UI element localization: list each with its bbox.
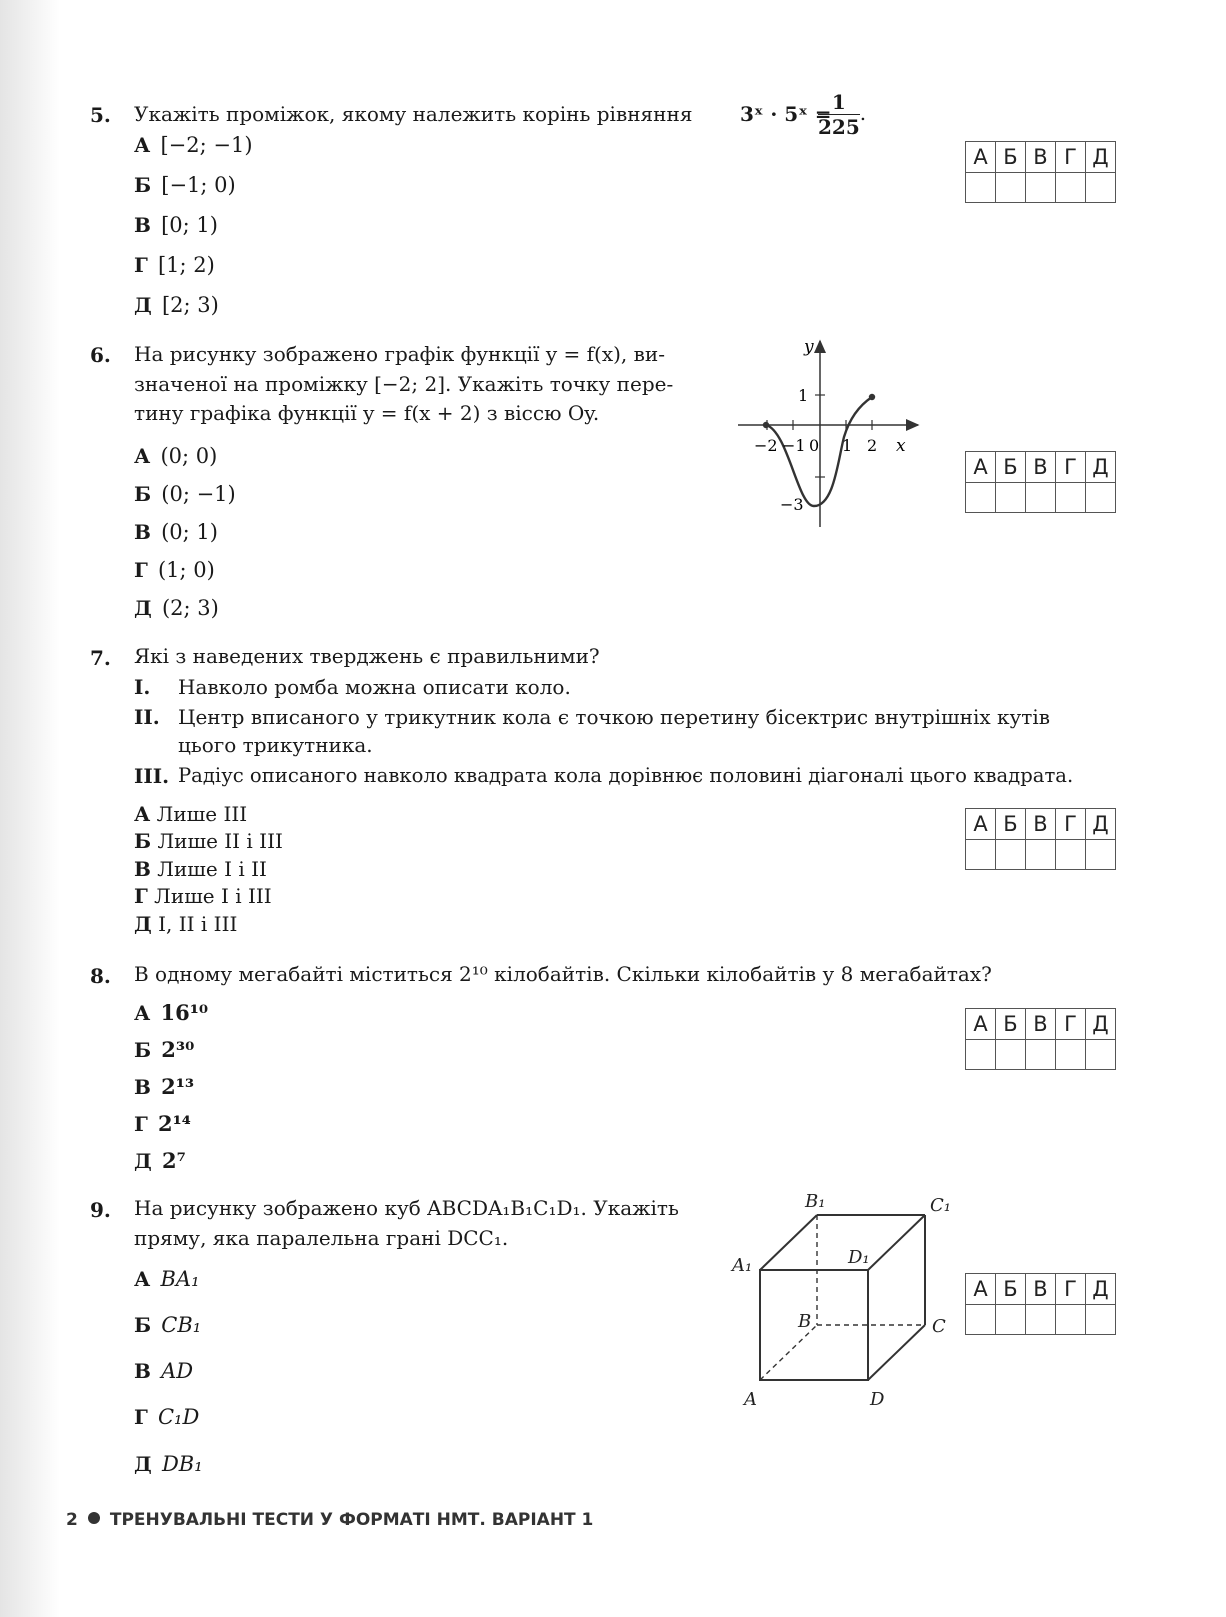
tick-label: 2: [867, 436, 878, 455]
answer-cell[interactable]: [996, 1305, 1026, 1335]
tick-label: 0: [809, 436, 820, 455]
option-a[interactable]: А Лише III: [134, 802, 248, 826]
option-g[interactable]: Г [1; 2): [134, 253, 215, 277]
option-g[interactable]: Г Лише I і III: [134, 884, 272, 908]
question-number: 8.: [90, 964, 111, 988]
answer-cell[interactable]: [996, 483, 1026, 513]
answer-cell[interactable]: [1086, 840, 1116, 870]
option-v[interactable]: В (0; 1): [134, 520, 218, 544]
equation-lhs: 3ˣ · 5ˣ =: [740, 102, 832, 126]
question-line-1: На рисунку зображено графік функції y = f(x), ви-: [134, 342, 665, 366]
statement-text: Центр вписаного у трикутник кола є точкою перетину бісектрис внутрішніх кутів: [178, 705, 1050, 729]
y-axis-label: y: [804, 337, 814, 357]
answer-cell[interactable]: [1026, 173, 1056, 203]
vertex-label: D: [870, 1389, 885, 1405]
footer-title: ТРЕНУВАЛЬНІ ТЕСТИ У ФОРМАТІ НМТ. ВАРІАНТ 1: [109, 1510, 594, 1530]
answer-cell[interactable]: [1056, 173, 1086, 203]
option-v[interactable]: В AD: [134, 1359, 194, 1383]
bullet-icon: [88, 1512, 100, 1524]
fraction-denominator: 225: [818, 115, 860, 139]
answer-cell[interactable]: [1026, 1040, 1056, 1070]
answer-cell[interactable]: [1026, 1305, 1056, 1335]
question-line-2: значеної на проміжку [−2; 2]. Укажіть точку пере-: [134, 372, 674, 396]
x-axis-label: x: [896, 436, 906, 456]
answer-cell[interactable]: [1056, 840, 1086, 870]
answer-cell[interactable]: [1056, 1040, 1086, 1070]
option-d[interactable]: Д I, II і III: [134, 912, 238, 936]
option-a[interactable]: А [−2; −1): [134, 133, 253, 157]
answer-cell[interactable]: [1086, 1040, 1116, 1070]
answer-cell[interactable]: [1086, 173, 1116, 203]
option-v[interactable]: В Лише I і II: [134, 857, 267, 881]
statement-text-continued: цього трикутника.: [178, 733, 373, 757]
vertex-label: A: [744, 1389, 757, 1405]
answer-cell[interactable]: [966, 483, 996, 513]
answer-cell[interactable]: [996, 1040, 1026, 1070]
option-a[interactable]: А 16¹⁰: [134, 1000, 209, 1025]
option-b[interactable]: Б 2³⁰: [134, 1037, 195, 1062]
statement-numeral: III.: [134, 764, 170, 788]
answer-cell[interactable]: [966, 173, 996, 203]
option-v[interactable]: В 2¹³: [134, 1074, 195, 1099]
option-g[interactable]: Г (1; 0): [134, 558, 215, 582]
fraction-numerator: 1: [818, 90, 860, 115]
vertex-label: C₁: [930, 1195, 951, 1216]
answer-grid: А Б В Г Д: [965, 808, 1116, 870]
vertex-label: B₁: [805, 1191, 826, 1212]
statement-text: Навколо ромба можна описати коло.: [178, 675, 571, 699]
statement-text: Радіус описаного навколо квадрата кола дорівнює половині діагоналі цього квадрата.: [178, 764, 1074, 787]
answer-cell[interactable]: [1086, 1305, 1116, 1335]
page-number: 2: [66, 1510, 78, 1530]
option-b[interactable]: Б Лише II і III: [134, 829, 283, 853]
answer-grid: А Б В Г Д: [965, 141, 1116, 203]
answer-grid: А Б В Г Д: [965, 1008, 1116, 1070]
tick-label: 1: [842, 436, 853, 455]
tick-label: −2: [754, 436, 778, 455]
option-d[interactable]: Д [2; 3): [134, 293, 219, 317]
tick-label: 1: [798, 386, 809, 405]
answer-cell[interactable]: [1056, 1305, 1086, 1335]
option-d[interactable]: Д DB₁: [134, 1452, 203, 1476]
answer-cell[interactable]: [966, 1305, 996, 1335]
statement-numeral: I.: [134, 675, 151, 699]
page-edge-shadow: [0, 0, 60, 1617]
question-line-2: пряму, яка паралельна грані DCC₁.: [134, 1226, 509, 1250]
question-number: 5.: [90, 103, 111, 127]
vertex-label: A₁: [732, 1255, 753, 1276]
answer-cell[interactable]: [966, 840, 996, 870]
vertex-label: B: [798, 1311, 812, 1332]
answer-cell[interactable]: [1026, 483, 1056, 513]
option-b[interactable]: Б (0; −1): [134, 482, 236, 506]
option-b[interactable]: Б [−1; 0): [134, 173, 236, 197]
question-text: Які з наведених тверджень є правильними?: [134, 644, 600, 668]
question-number: 6.: [90, 343, 111, 367]
end-point: [869, 394, 875, 400]
answer-cell[interactable]: [996, 840, 1026, 870]
question-text: Укажіть проміжок, якому належить корінь рівняння: [134, 102, 693, 126]
option-v[interactable]: В [0; 1): [134, 213, 218, 237]
option-a[interactable]: А BA₁: [134, 1267, 200, 1291]
tick-label: −1: [782, 436, 806, 455]
equation-fraction: $\frac{1}{225}$ .: [818, 90, 867, 139]
option-d[interactable]: Д (2; 3): [134, 596, 219, 620]
question-text: В одному мегабайті міститься 2¹⁰ кілобайтів. Скільки кілобайтів у 8 мегабайтах?: [134, 962, 992, 986]
option-b[interactable]: Б CB₁: [134, 1313, 202, 1337]
answer-grid: А Б В Г Д: [965, 451, 1116, 513]
answer-cell[interactable]: [966, 1040, 996, 1070]
tick-label: −3: [780, 495, 804, 514]
vertex-label: D₁: [848, 1247, 870, 1268]
option-g[interactable]: Г 2¹⁴: [134, 1111, 191, 1136]
answer-cell[interactable]: [1026, 840, 1056, 870]
option-d[interactable]: Д 2⁷: [134, 1148, 186, 1173]
answer-cell[interactable]: [996, 173, 1026, 203]
statement-numeral: II.: [134, 705, 160, 729]
option-a[interactable]: А (0; 0): [134, 444, 218, 468]
function-graph: [730, 335, 930, 535]
question-line-3: тину графіка функції y = f(x + 2) з віссю Oy.: [134, 401, 600, 425]
answer-grid: А Б В Г Д: [965, 1273, 1116, 1335]
cube-front-face: [760, 1270, 868, 1380]
answer-cell[interactable]: [1086, 483, 1116, 513]
cube-diagram: [720, 1185, 960, 1405]
vertex-label: C: [932, 1316, 946, 1337]
question-line-1: На рисунку зображено куб ABCDA₁B₁C₁D₁. Укажіть: [134, 1196, 679, 1220]
question-number: 9.: [90, 1198, 111, 1222]
option-g[interactable]: Г C₁D: [134, 1405, 200, 1429]
answer-cell[interactable]: [1056, 483, 1086, 513]
page-footer: [66, 1510, 593, 1530]
start-point: [763, 422, 769, 428]
question-number: 7.: [90, 646, 111, 670]
